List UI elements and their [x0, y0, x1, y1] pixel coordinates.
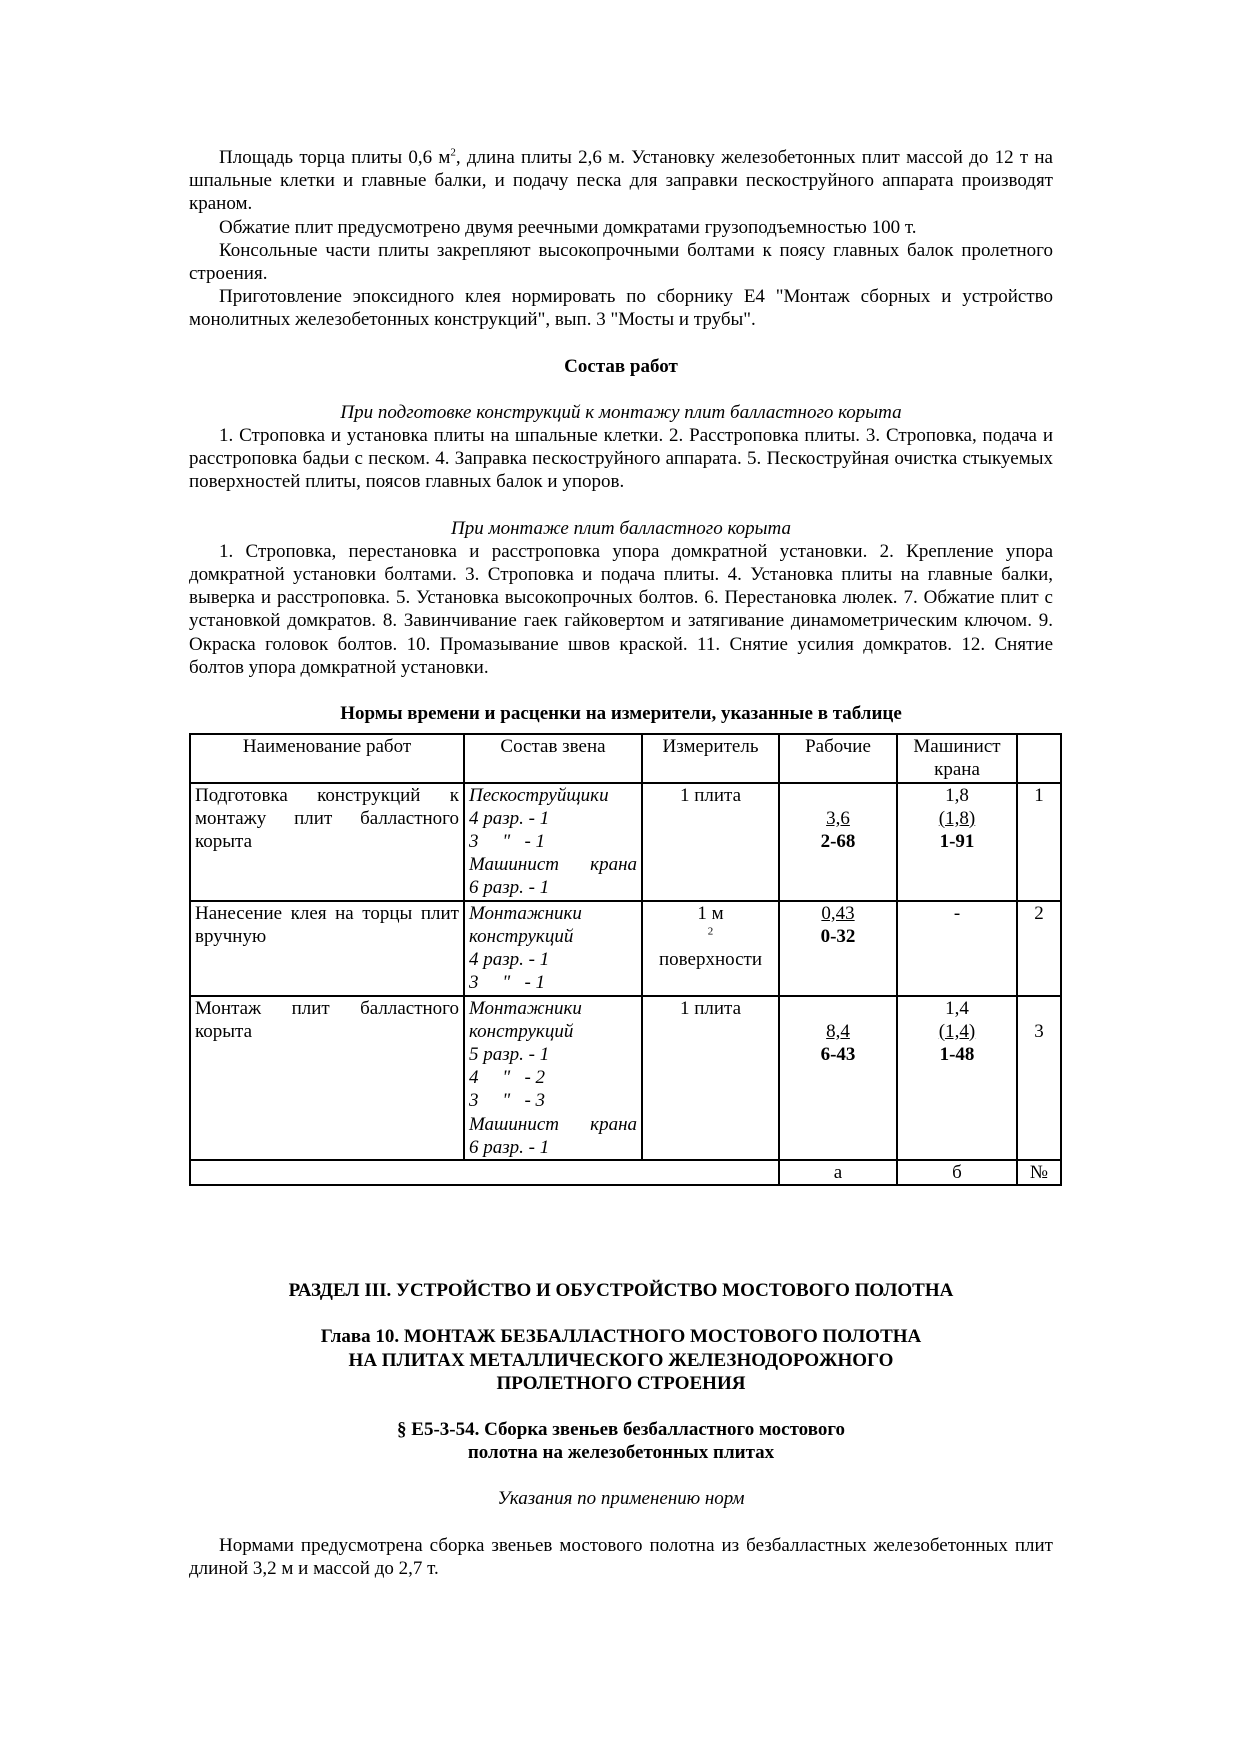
header-cell: Измеритель: [642, 734, 779, 782]
paragraph-title: § Е5-3-54. Сборка звеньев безбалластного мостового полотна на железобетонных плитах: [397, 1418, 845, 1464]
work-composition-title: Состав работ: [564, 355, 678, 377]
crane-operator-cell: 1,8 (1,8) 1-91: [897, 783, 1017, 901]
crane-operator-cell: -: [897, 901, 1017, 996]
crew-cell: Монтажники конструкций 4 разр. - 1 3 " - 1: [464, 901, 642, 996]
work-name-cell: Подготовка конструкций к монтажу плит балластного корыта: [190, 783, 464, 901]
work-subtitle-1: При подготовке конструкций к монтажу плит балластного корыта: [340, 401, 902, 423]
meter-cell: 1 плита: [642, 783, 779, 901]
section-text: Нормами предусмотрена сборка звеньев мостового полотна из безбалластных железобетонных плит длиной 3,2 м и массой до 2,7 т.: [189, 1534, 1053, 1579]
work-text-1: 1. Строповка и установка плиты на шпальные клетки. 2. Расстроповка плиты. 3. Строповка, подача и расстроповка бадьи с песком. 4. Заправка пескоструйного аппарата. 5. Пескоструйная очистка стыкуемых поверхностей плиты, поясов главных балок и упоров.: [189, 425, 1053, 493]
crew-cell: Монтажники конструкций 5 разр. - 1 4 " - 2 3 " - 3 Машинист крана 6 разр. - 1: [464, 996, 642, 1160]
norms-title: Нормы времени и расценки на измерители, указанные в таблице: [340, 703, 902, 725]
footer-empty-cell: [190, 1160, 779, 1185]
header-cell: Состав звена: [464, 734, 642, 782]
intro-paragraph-2: Обжатие плит предусмотрено двумя реечными домкратами грузоподъемностью 100 т.: [219, 216, 917, 238]
norms-table: [189, 733, 1062, 1186]
crew-cell: Пескоструйщики 4 разр. - 1 3 " - 1 Машинист крана 6 разр. - 1: [464, 783, 642, 901]
header-cell: Рабочие: [779, 734, 897, 782]
table-footer-row: [190, 1160, 1061, 1185]
header-cell: Машинист крана: [897, 734, 1017, 782]
chapter-title: Глава 10. МОНТАЖ БЕЗБАЛЛАСТНОГО МОСТОВОГО ПОЛОТНА НА ПЛИТАХ МЕТАЛЛИЧЕСКОГО ЖЕЛЕЗНОДОРОЖНОГО ПРОЛЕТНОГО СТРОЕНИЯ: [320, 1326, 922, 1394]
header-cell: [1017, 734, 1061, 782]
crane-operator-cell: 1,4 (1,4) 1-48: [897, 996, 1017, 1160]
work-text-2: 1. Строповка, перестановка и расстроповка упора домкратной установки. 2. Крепление упора домкратной установки болтами. 3. Строповка и подача плиты. 4. Установка плиты на главные балки, выверка и расстроповка. 5. Установка высокопрочных болтов. 6. Перестановка люлек. 7. Обжатие плит с установкой домкратов. 8. Завинчивание гаек гайковертом и затягивание динамометрическим ключом. 9. Окраска головок болтов. 10. Промазывание швов краской. 11. Снятие усилия домкратов. 12. Снятие болтов упора домкратной установки.: [189, 540, 1053, 678]
superscript: 2: [450, 146, 456, 159]
meter-cell: 1 м $^2$ поверхности: [642, 901, 779, 996]
header-cell: Наименование работ: [190, 734, 464, 782]
meter-cell: 1 плита: [642, 996, 779, 1160]
row-number-cell: 1: [1017, 783, 1061, 901]
table-row: [190, 901, 1061, 996]
footer-cell: №: [1017, 1160, 1061, 1185]
row-number-cell: 3: [1017, 996, 1061, 1160]
superscript: 2: [707, 925, 714, 938]
row-number-cell: 2: [1017, 901, 1061, 996]
footer-cell: б: [897, 1160, 1017, 1185]
section-title: РАЗДЕЛ III. УСТРОЙСТВО И ОБУСТРОЙСТВО МОСТОВОГО ПОЛОТНА: [288, 1280, 954, 1302]
workers-cell: 0,43 0-32: [779, 901, 897, 996]
document-page: [189, 146, 1053, 1580]
workers-cell: 8,4 6-43: [779, 996, 897, 1160]
intro-paragraph-4: Приготовление эпоксидного клея нормировать по сборнику Е4 "Монтаж сборных и устройство монолитных железобетонных конструкций", вып. 3 "Мосты и трубы".: [189, 286, 1053, 331]
work-name-cell: Нанесение клея на торцы плит вручную: [190, 901, 464, 996]
work-subtitle-2: При монтаже плит балластного корыта: [451, 517, 791, 539]
instructions-title: Указания по применению норм: [497, 1488, 745, 1510]
table-row: [190, 783, 1061, 901]
table-header-row: [190, 734, 1061, 782]
table-row: [190, 996, 1061, 1160]
intro-paragraph-3: Консольные части плиты закрепляют высокопрочными болтами к поясу главных балок пролетного строения.: [189, 239, 1053, 285]
work-name-cell: Монтаж плит балластного корыта: [190, 996, 464, 1160]
intro-paragraph-1: Площадь торца плиты 0,6 $м^2$, длина плиты 2,6 м. Установку железобетонных плит массой до 12 т на шпальные клетки и главные балки, и подачу песка для заправки пескоструйного аппарата производят краном.: [189, 146, 1053, 215]
footer-cell: а: [779, 1160, 897, 1185]
workers-cell: 3,6 2-68: [779, 783, 897, 901]
